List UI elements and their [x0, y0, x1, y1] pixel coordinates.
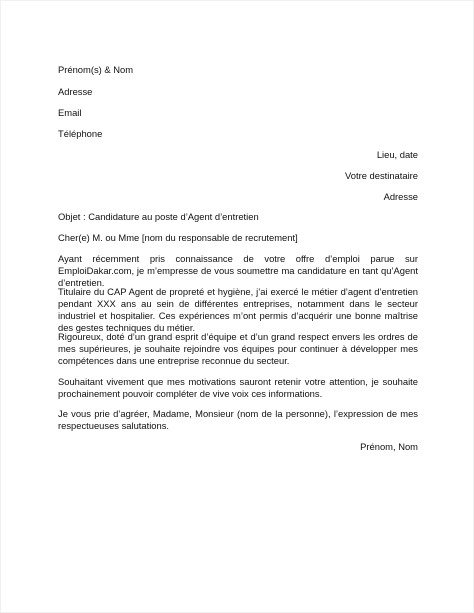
place-date: Lieu, date: [376, 149, 418, 160]
letter-subject: Objet : Candidature au poste d’Agent d’entretien: [58, 211, 259, 222]
sender-phone: Téléphone: [58, 128, 103, 139]
letter-paragraph-3: Rigoureux, doté d’un grand esprit d’équipe et d’un grand respect envers les ordres de mes supérieures, je souhaite rejoindre vos équipes pour continuer à développer mes compétences dans une entreprise reconnue du secteur.: [58, 331, 418, 366]
sender-email: Email: [58, 107, 82, 118]
recipient-address: Adresse: [383, 191, 418, 202]
letter-paragraph-4: Souhaitant vivement que mes motivations sauront retenir votre attention, je souhaite prochainement pouvoir compléter de vive voix ces informations.: [58, 376, 418, 399]
sender-address: Adresse: [58, 86, 93, 97]
sender-name: Prénom(s) & Nom: [58, 64, 134, 75]
signature: Prénom, Nom: [360, 441, 418, 452]
recipient-name: Votre destinataire: [345, 170, 418, 181]
letter-salutation: Cher(e) M. ou Mme [nom du responsable de recrutement]: [58, 232, 298, 243]
letter-paragraph-5: Je vous prie d’agréer, Madame, Monsieur (nom de la personne), l’expression de mes respectueuses salutations.: [58, 408, 418, 431]
letter-paragraph-1: Ayant récemment pris connaissance de votre offre d’emploi parue sur EmploiDakar.com, je m’empresse de vous soumettre ma candidature en tant qu’Agent d’entretien.: [58, 253, 418, 288]
letter-paragraph-2: Titulaire du CAP Agent de propreté et hygiène, j’ai exercé le métier d’agent d’entretien pendant XXX ans au sein de différentes entreprises, notamment dans le secteur industriel et hospitalier. Ces expériences m’ont permis d’acquérir une bonne maîtrise des gestes techniques du métier.: [58, 286, 418, 333]
